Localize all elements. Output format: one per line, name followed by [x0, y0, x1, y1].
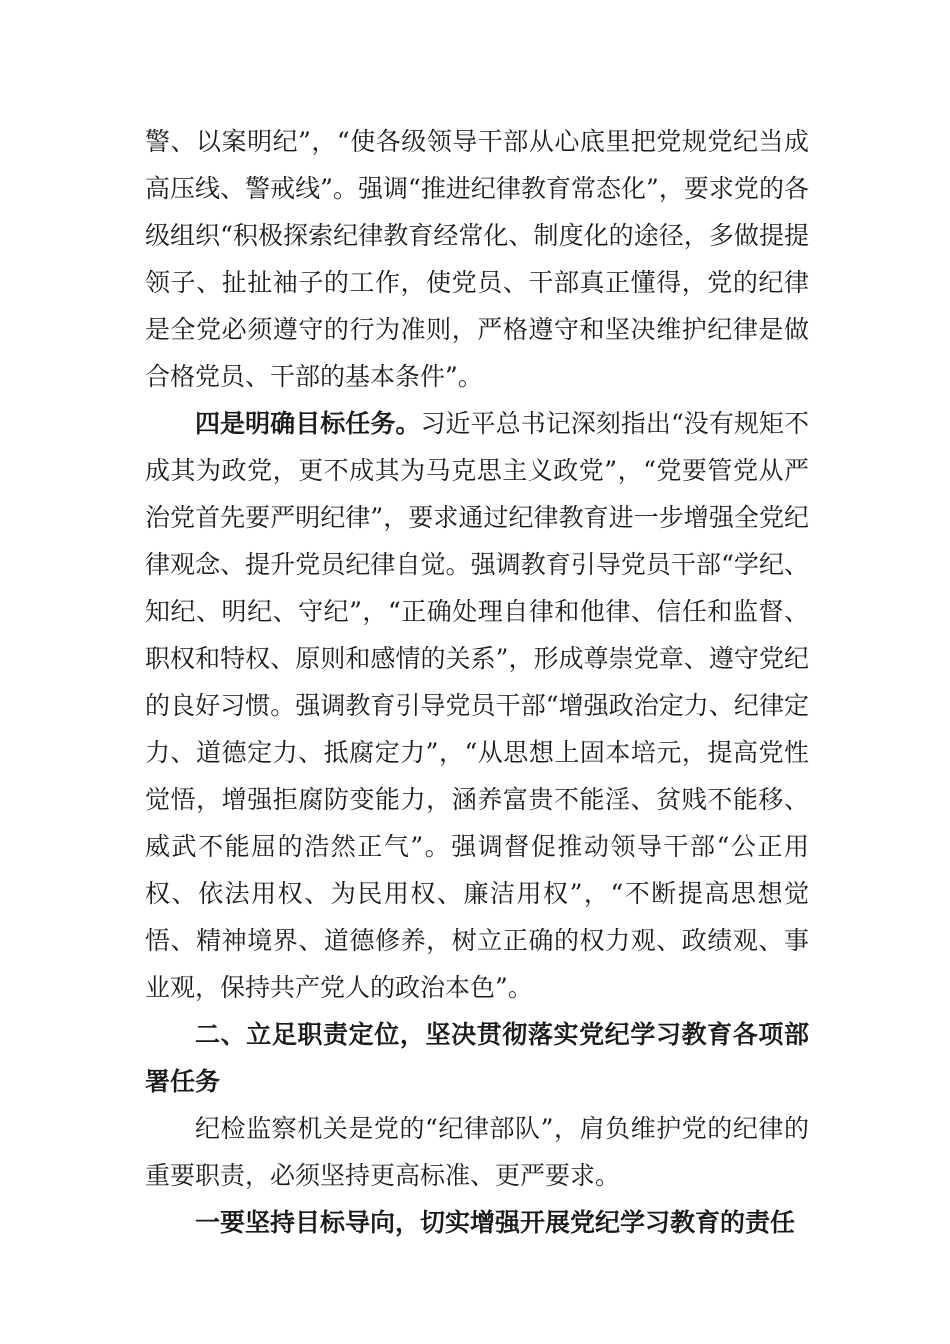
paragraph-lead: 一要坚持目标导向，切实增强开展党纪学习教育的责任 [195, 1208, 796, 1237]
paragraph-text: 纪检监察机关是党的“纪律部队”，肩负维护党的纪律的重要职责，必须坚持更高标准、更严要求。 [145, 1114, 809, 1190]
paragraph-lead: 四是明确目标任务。 [195, 409, 421, 438]
paragraph-goal-tasks [145, 400, 809, 1011]
paragraph-goal-orientation [145, 1199, 809, 1246]
paragraph-text: 习近平总书记深刻指出“没有规矩不成其为政党，更不成其为马克思主义政党”，“党要管党从严治党首先要严明纪律”，要求通过纪律教育进一步增强全党纪律观念、提升党员纪律自觉。强调教育引导党员干部“学纪、知纪、明纪、守纪”，“正确处理自律和他律、信任和监督、职权和特权、原则和感情的关系”，形成尊崇党章、遵守党纪的良好习惯。强调教育引导党员干部“增强政治定力、纪律定力、道德定力、抵腐定力”，“从思想上固本培元，提高党性觉悟，增强拒腐防变能力，涵养富贵不能淫、贫贱不能移、威武不能屈的浩然正气”。强调督促推动领导干部“公正用权、依法用权、为民用权、廉洁用权”，“不断提高思想觉悟、精神境界、道德修养，树立正确的权力观、政绩观、事业观，保持共产党人的政治本色”。 [145, 409, 809, 1002]
paragraph-text: 警、以案明纪”，“使各级领导干部从心底里把党规党纪当成高压线、警戒线”。强调“推进纪律教育常态化”，要求党的各级组织“积极探索纪律教育经常化、制度化的途径，多做提提领子、扯扯袖子的工作，使党员、干部真正懂得，党的纪律是全党必须遵守的行为准则，严格遵守和坚决维护纪律是做合格党员、干部的基本条件”。 [145, 127, 809, 391]
document-body [145, 118, 809, 1246]
paragraph-discipline-force [145, 1105, 809, 1199]
section-heading: 二、立足职责定位，坚决贯彻落实党纪学习教育各项部署任务 [145, 1020, 809, 1096]
paragraph-continued [145, 118, 809, 400]
